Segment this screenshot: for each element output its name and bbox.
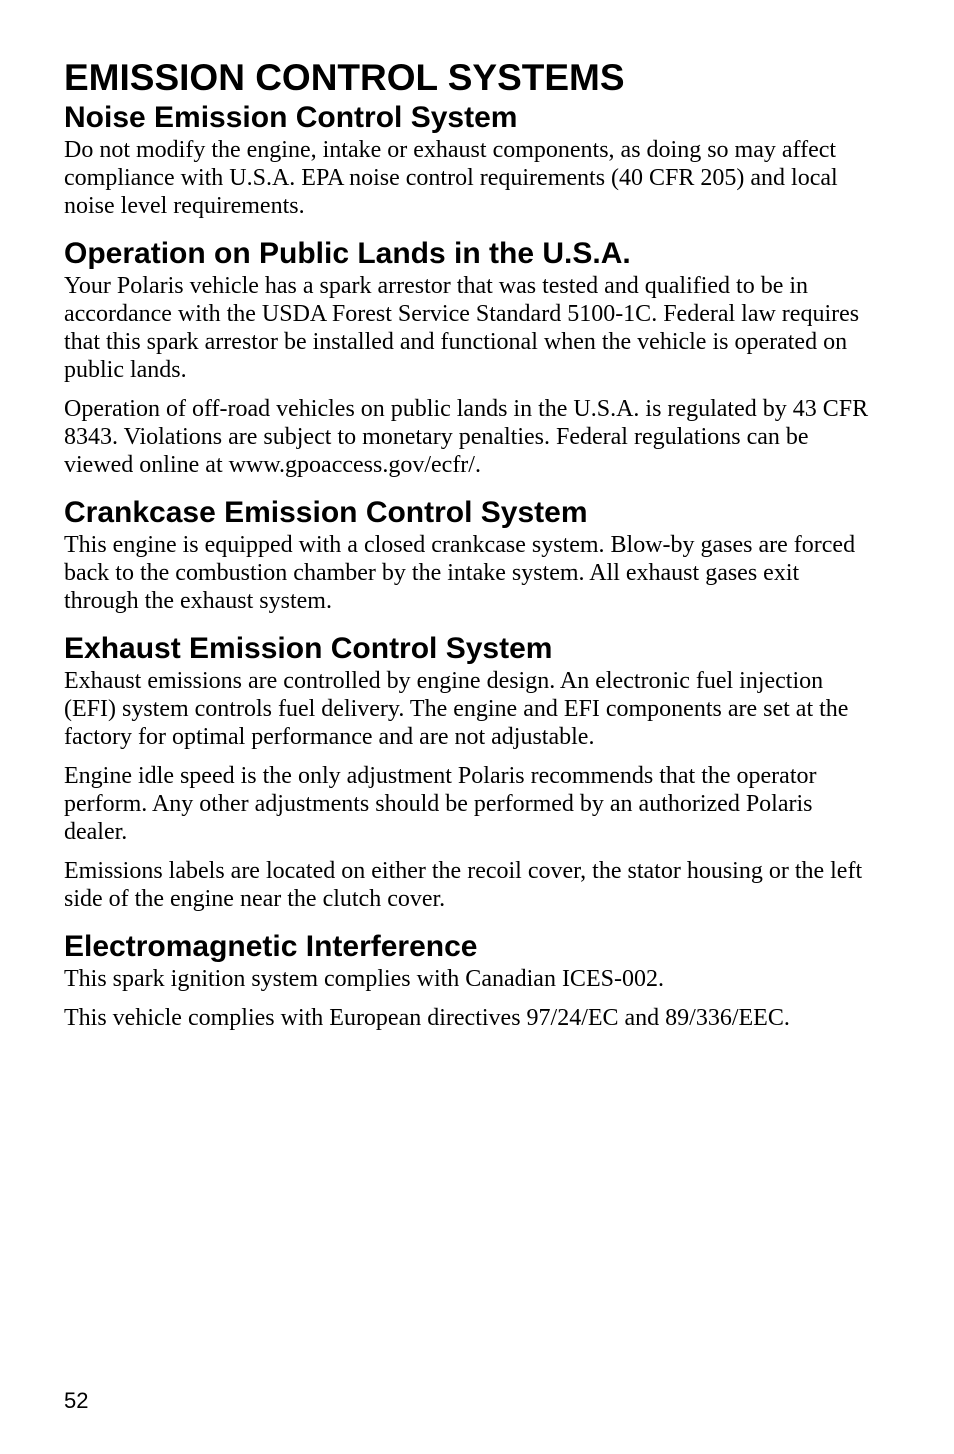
section-paragraph: This vehicle complies with European directives 97/24/EC and 89/336/EEC. [64,1005,790,1031]
section-electromagnetic-interference [64,929,874,1032]
section-heading: Operation on Public Lands in the U.S.A. [64,237,631,270]
section-paragraph: Your Polaris vehicle has a spark arrestor that was tested and qualified to be in accordance with the USDA Forest Service Standard 5100-1C. Federal law requires that this spark arrestor be installed and functional when the vehicle is operated on public lands. [64,273,860,383]
section-heading: Noise Emission Control System [64,101,518,134]
section-noise-emission [64,100,874,220]
section-exhaust-emission [64,631,874,913]
section-paragraph: This spark ignition system complies with Canadian ICES-002. [64,966,664,992]
section-paragraph: This engine is equipped with a closed crankcase system. Blow-by gases are forced back to the combustion chamber by the intake system. All exhaust gases exit through the exhaust system. [64,532,856,614]
section-heading: Electromagnetic Interference [64,930,478,963]
section-paragraph: Operation of off-road vehicles on public lands in the U.S.A. is regulated by 43 CFR 8343. Violations are subject to monetary penalties. Federal regulations can be viewed online at www.gpoaccess.gov/ecfr/. [64,396,869,478]
page-number: 52 [64,1388,89,1413]
section-crankcase-emission [64,495,874,615]
page-title: EMISSION CONTROL SYSTEMS [64,57,625,98]
section-paragraph: Exhaust emissions are controlled by engine design. An electronic fuel injection (EFI) system controls fuel delivery. The engine and EFI components are set at the factory for optimal performance and are not adjustable. [64,668,849,750]
section-paragraph: Engine idle speed is the only adjustment Polaris recommends that the operator perform. Any other adjustments should be performed by an authorized Polaris dealer. [64,763,817,845]
section-public-lands [64,236,874,479]
section-heading: Crankcase Emission Control System [64,496,588,529]
section-paragraph: Emissions labels are located on either the recoil cover, the stator housing or the left side of the engine near the clutch cover. [64,858,863,912]
section-heading: Exhaust Emission Control System [64,632,553,665]
document-page [64,56,874,1048]
section-paragraph: Do not modify the engine, intake or exhaust components, as doing so may affect compliance with U.S.A. EPA noise control requirements (40 CFR 205) and local noise level requirements. [64,137,838,219]
